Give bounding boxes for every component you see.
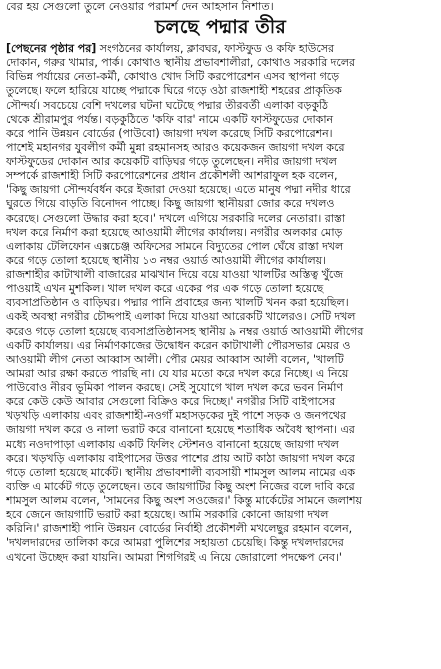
article-line: খড়খড়ি এলাকায় এবং রাজশাহী-নওগাঁ মহাসড়কের দুই পাশে সড়ক ও জনপথের	[6, 409, 346, 423]
article-line: এখনো উচ্ছেদ করা যায়নি। আমরা শিগগিরই এ নিয়ে জোরালো পদক্ষেপ নেব।'	[6, 550, 342, 564]
previous-article-closing-line: বের হয় সেগুলো তুলে নেওয়ার পরামর্শ দেন আহসান নিশাত।	[6, 0, 274, 13]
article-line: করে গড়ে তোলা হয়েছে স্থানীয় ১৩ নম্বর ওয়ার্ড আওয়ামী লীগের কার্যালয়।	[6, 253, 327, 267]
article-line: আওয়ামী লীগ নেতা আব্বাস আলী। পৌর মেয়র আব্বাস আলী বলেন, 'খালটি	[6, 352, 344, 366]
article-line: পাশেই মহানগর যুবলীগ কর্মী মুন্না রহমানসহ আরও কয়েকজন জায়গা দখল করে	[6, 140, 345, 154]
first-line-text: সংগঠনের কার্যালয়, ক্লাবঘর, ফাস্টফুড ও কফি হাউসের	[96, 42, 335, 55]
article-line: 'দখলদারদের তালিকা করে আমরা পুলিশের সহায়তা চেয়েছি। কিন্তু দখলদারদের	[6, 536, 344, 550]
article-line: করেও গড়ে তোলা হয়েছে ব্যবসাপ্রতিষ্ঠানসহ স্থানীয় ৯ নম্বর ওয়ার্ড আওয়ামী লীগের	[6, 324, 364, 338]
article-line: করিনি।' রাজশাহী পানি উন্নয়ন বোর্ডের নির্বাহী প্রকৌশলী মখলেছুর রহমান বলেন,	[6, 522, 353, 536]
article-line: জায়গা দখল করে ও নালা ভরাট করে বানানো হয়েছে শতাধিক অবৈধ স্থাপনা। এর	[6, 423, 355, 437]
article-line: দোকান, গরুর খামার, পার্ক। কোথাও স্থানীয় প্রভাবশালীরা, কোথাও সরকারি দলের	[6, 56, 356, 70]
article-line: এলাকায় টেলিফোন এক্সচেঞ্জ অফিসের সামনে বিদ্যুতের পোল ঘেঁষে রাস্তা দখল	[6, 239, 344, 253]
article-line: দখল করে নির্মাণ করা হয়েছে আওয়ামী লীগের কার্যালয়। নগরীর অলকার মোড়	[6, 225, 343, 239]
article-line: ফাস্টফুডের দোকান আর কয়েকটি বাড়িঘর গড়ে তুলেছেন। নদীর জায়গা দখল	[6, 155, 337, 168]
article-line: গড়ে তোলা হয়েছে মার্কেট। স্থানীয় প্রভাবশালী ব্যবসায়ী শামসুল আলম নামের এক	[6, 465, 356, 479]
article-line: তুলেছে। ফলে হারিয়ে যাচ্ছে পদ্মাকে ঘিরে গড়ে ওঠা রাজশাহী শহরের প্রাকৃতিক	[6, 84, 342, 98]
article-line: ব্যবসাপ্রতিষ্ঠান ও বাড়িঘর। পদ্মার পানি প্রবাহের জন্য খালটি খনন করা হয়েছিল।	[6, 296, 349, 310]
article-line: 'কিছু জায়গা সৌন্দর্যবর্ধন করে ইজারা দেওয়া হয়েছে। এতে মানুষ পদ্মা নদীর ধারে	[6, 183, 351, 197]
article-line: শামসুল আলম বলেন, 'সামনের কিছু অংশ সওজের।' কিন্তু মার্কেটের সামনে জলাশয়	[6, 494, 362, 507]
article-line: হবে জেনে জায়গাটি ভরাট করা হয়েছে। আমি সরকারি কোনো জায়গা দখল	[6, 508, 329, 522]
article-first-line	[6, 42, 438, 56]
article-line: রাজশাহীর কাটাখালী বাজারের মাঝখান দিয়ে বয়ে যাওয়া খালটির অস্তিত্ব খুঁজে	[6, 268, 344, 281]
article-line: ঘুরতে গিয়ে বাড়তি বিনোদন পাচ্ছে। কিছু জায়গা স্থানীয়রা জোর করে দখলও	[6, 197, 335, 211]
article-line: করে পানি উন্নয়ন বোর্ডের (পাউবো) জায়গা দখল করেছে সিটি করপোরেশন।	[6, 126, 333, 140]
article-headline: চলছে পদ্মার তীর	[154, 16, 287, 38]
article-line: আমরা আর রক্ষা করতে পারছি না। যে যার মতো করে দখল করে নিচ্ছে। এ নিয়ে	[6, 366, 349, 380]
article-line: একটি কার্যালয়। এর নির্মাণকাজের উদ্বোধন করেন কাটাখালী পৌরসভার মেয়র ও	[6, 338, 351, 352]
article-line: পাওয়াই এখন মুশকিল। খাল দখল করে একের পর এক গড়ে তোলা হয়েছে	[6, 282, 324, 296]
article-line: থেকে শ্রীরামপুর পর্যন্ত। বড়কুঠিতে 'কফি বার' নামে একটি ফাস্টফুডের দোকান	[6, 112, 334, 126]
article-lines	[6, 56, 438, 565]
article-line: ব্যক্তি এ মার্কেট গড়ে তুলেছেন। তবে জায়গাটির কিছু অংশ নিজের বলে দাবি করে	[6, 479, 355, 493]
continuation-marker: [পেছনের পৃষ্ঠার পর]	[6, 42, 97, 55]
article-line: একই অবস্থা নগরীর চৌদ্দপাই এলাকা দিয়ে যাওয়া আরেকটি খালেরও। সেটি দখল	[6, 310, 356, 324]
article-line: করেছে। সেগুলো উদ্ধার করা হবে।' দখলে এগিয়ে সরকারি দলের নেতারা। রাস্তা	[6, 211, 346, 225]
article-line: করে কেউ কেউ আবার সেগুলো বিক্রিও করে দিচ্ছে।' নগরীর সিটি বাইপাসের	[6, 395, 336, 409]
article-line: করে। খড়খড়ি এলাকায় বাইপাসের উত্তর পাশের প্রায় আট কাঠা জায়গা দখল করে	[6, 451, 355, 465]
article-line: সৌন্দর্য। সবচেয়ে বেশি দখলের ঘটনা ঘটেছে পদ্মার তীরবর্তী এলাকা বড়কুঠি	[6, 98, 328, 112]
article-line: সম্পর্কে রাজশাহী সিটি করপোরেশনের প্রধান প্রকৌশলী আশরাফুল হক বলেন,	[6, 169, 338, 183]
article-line: পাউবোও নীরব ভূমিকা পালন করছে। সেই সুযোগে খাল দখল করে ভবন নির্মাণ	[6, 381, 344, 394]
article-body	[6, 42, 438, 667]
article-line: মধ্যে নওদাপাড়া এলাকায় একটি ফিলিং স্টেশনও বানানো হয়েছে জায়গা দখল	[6, 437, 339, 451]
article-line: বিভিন্ন পর্যায়ের নেতা-কর্মী, কোথাও খোদ সিটি করপোরেশন এসব স্থাপনা গড়ে	[6, 70, 340, 84]
